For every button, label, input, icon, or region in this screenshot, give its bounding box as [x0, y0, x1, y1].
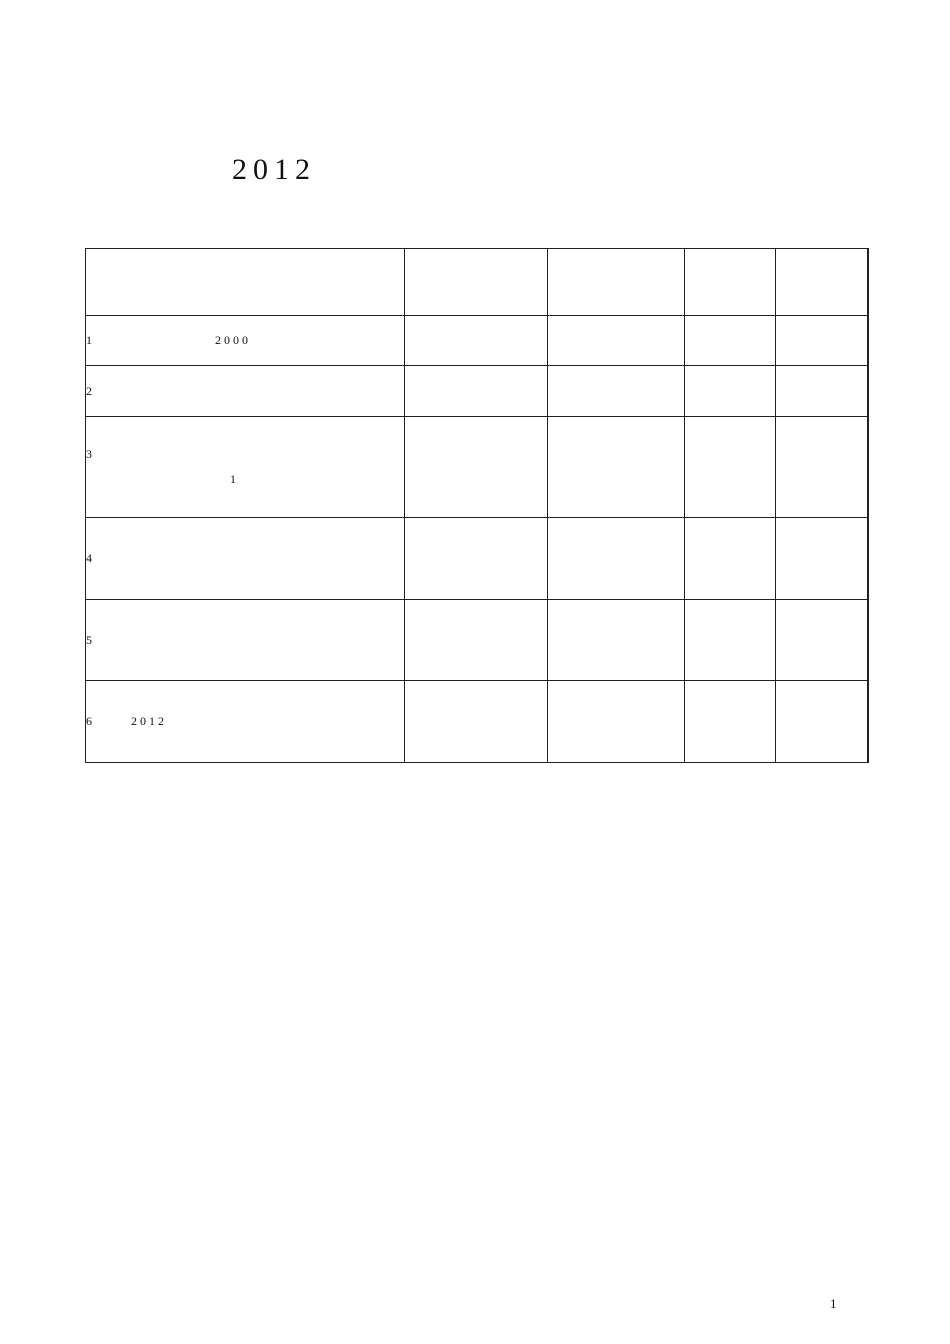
empty-cell — [405, 366, 548, 417]
empty-cell — [685, 366, 776, 417]
task-line: 1 — [86, 472, 239, 486]
header-col-2 — [405, 249, 548, 316]
task-line: 5 — [86, 632, 95, 647]
table-row — [86, 681, 868, 763]
empty-cell — [405, 518, 548, 600]
task-cell — [86, 316, 405, 366]
empty-cell — [548, 316, 685, 366]
empty-cell — [405, 681, 548, 763]
empty-cell — [405, 417, 548, 518]
empty-cell — [685, 316, 776, 366]
table-header-row — [86, 249, 868, 316]
empty-cell — [776, 366, 868, 417]
empty-cell — [548, 366, 685, 417]
task-table — [85, 248, 869, 763]
task-line: 1 2000 — [86, 333, 251, 347]
empty-cell — [548, 417, 685, 518]
empty-cell — [685, 600, 776, 681]
empty-cell — [776, 417, 868, 518]
task-cell — [86, 600, 405, 681]
header-col-5 — [776, 249, 868, 316]
header-col-3 — [548, 249, 685, 316]
table-row — [86, 518, 868, 600]
empty-cell — [685, 518, 776, 600]
document-title-line-2: 2012 — [232, 153, 316, 186]
task-cell — [86, 366, 405, 417]
table-row — [86, 600, 868, 681]
task-line: 4 — [86, 551, 95, 565]
empty-cell — [548, 681, 685, 763]
task-line: 2 — [86, 383, 95, 398]
table-row — [86, 417, 868, 518]
empty-cell — [776, 681, 868, 763]
header-col-4 — [685, 249, 776, 316]
empty-cell — [405, 316, 548, 366]
empty-cell — [776, 600, 868, 681]
task-line: 6 2012 — [86, 714, 167, 728]
empty-cell — [405, 600, 548, 681]
empty-cell — [685, 681, 776, 763]
task-line: 3 — [86, 447, 95, 461]
task-cell — [86, 417, 405, 518]
empty-cell — [776, 316, 868, 366]
empty-cell — [685, 417, 776, 518]
header-task — [86, 249, 405, 316]
task-cell — [86, 518, 405, 600]
task-cell — [86, 681, 405, 763]
empty-cell — [548, 600, 685, 681]
empty-cell — [776, 518, 868, 600]
table-row — [86, 316, 868, 366]
page-number: 1 — [830, 1296, 837, 1311]
table-row — [86, 366, 868, 417]
empty-cell — [548, 518, 685, 600]
